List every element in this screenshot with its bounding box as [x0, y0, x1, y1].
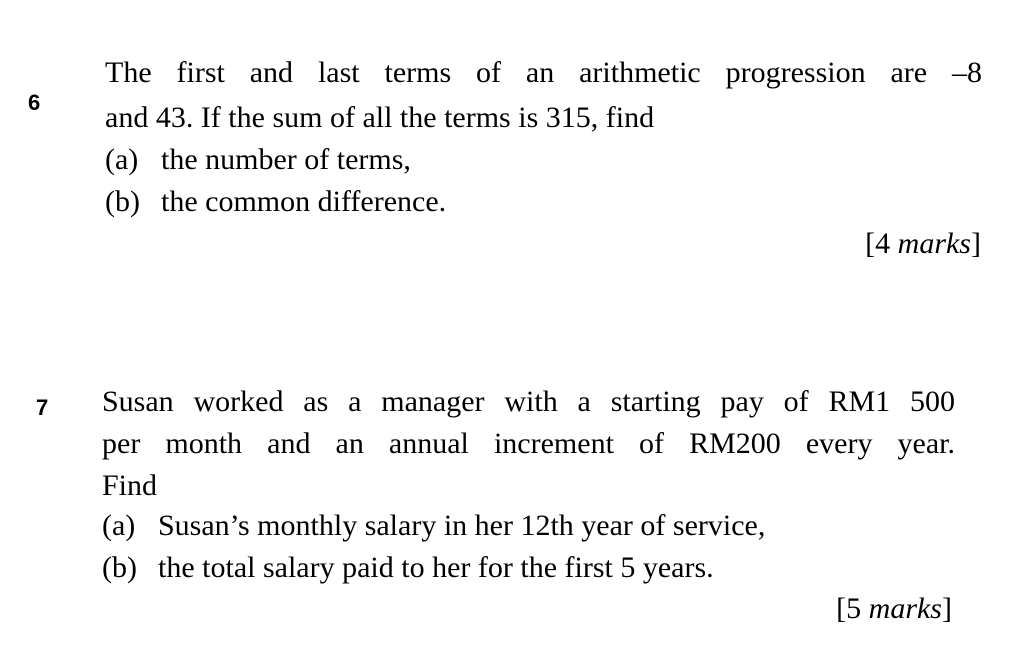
- part-label: (b): [105, 185, 140, 218]
- question-stem-line: Susan worked as a manager with a starting pay of RM1 500: [102, 385, 955, 418]
- marks-close: ]: [971, 227, 981, 260]
- question-part-b: [105, 187, 446, 217]
- part-label: (a): [105, 143, 139, 176]
- question-stem-line: The first and last terms of an arithmetic progression are –8: [105, 56, 982, 89]
- part-text: the number of terms,: [161, 143, 411, 176]
- question-part-b: [102, 553, 714, 583]
- part-text: the common difference.: [161, 185, 447, 218]
- part-text: the total salary paid to her for the first 5 years.: [158, 551, 714, 584]
- part-label: (a): [102, 509, 136, 542]
- question-stem-line: per month and an annual increment of RM200 every year.: [102, 427, 955, 460]
- marks-open: [4: [865, 227, 898, 260]
- part-text: Susan’s monthly salary in her 12th year of service,: [158, 509, 766, 542]
- marks-word: marks: [868, 592, 942, 625]
- marks-open: [5: [836, 592, 869, 625]
- marks-word: marks: [897, 227, 971, 260]
- marks-allocation: [836, 594, 952, 624]
- question-stem-line: Find: [102, 469, 158, 502]
- question-stem-line: and 43. If the sum of all the terms is 315, find: [105, 101, 655, 134]
- marks-close: ]: [942, 592, 952, 625]
- question-part-a: [105, 145, 411, 175]
- part-label: (b): [102, 551, 137, 584]
- question-number: 6: [28, 90, 41, 115]
- question-part-a: [102, 511, 765, 541]
- question-number: 7: [36, 395, 49, 420]
- marks-allocation: [865, 229, 981, 259]
